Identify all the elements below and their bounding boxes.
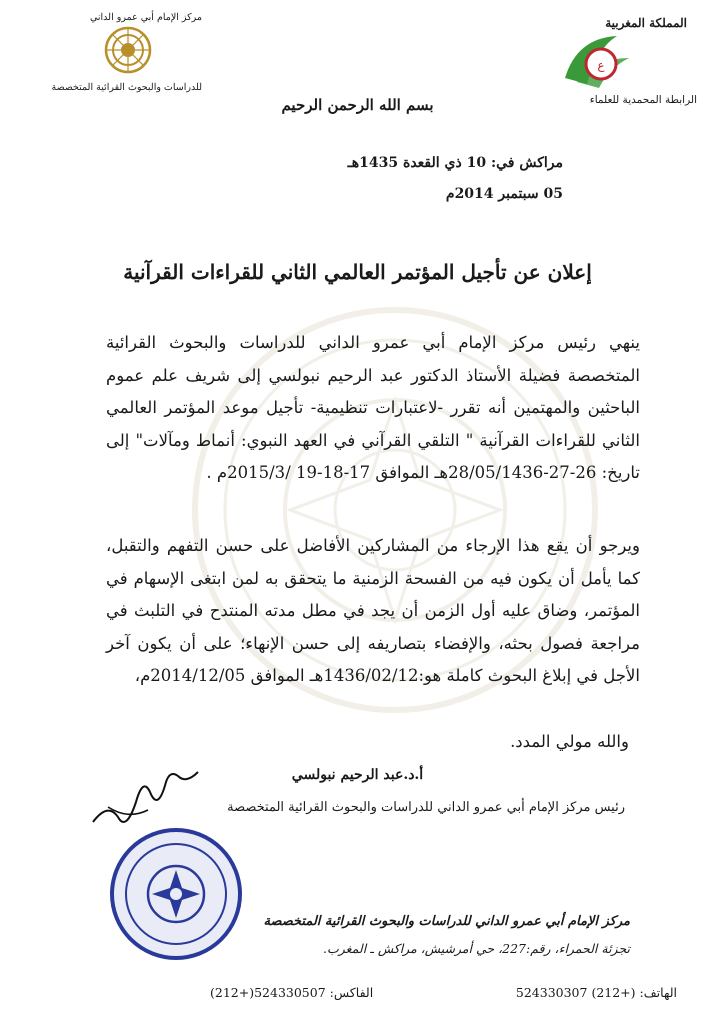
phone-label: الهاتف: <box>639 985 677 1000</box>
closing-line: والله مولي المدد. <box>510 732 629 751</box>
center-name-label: مركز الإمام أبي عمرو الداني <box>89 12 202 23</box>
signer-name: أ.د.عبد الرحيم نبولسي <box>291 767 424 783</box>
date-gregorian: 05 سبتمبر 2014م <box>445 186 563 202</box>
paragraph-1: ينهي رئيس مركز الإمام أبي عمرو الداني للدراسات والبحوث القرائية المتخصصة فضيلة الأستاذ الدكتور عبد الرحيم نبولسي إلى شريف علم عموم الباحثين والمهتمين أنه تقرر -لاعتبارات تنظيمية- تأجيل موعد المؤتمر العالمي الثاني للقراءات القرآنية " التلقي القرآني في العهد النبوي: أنماط ومآلات" إلى تاريخ: 26-27-28/05/1436هـ الموافق 17-18-19 /2015/3م . <box>106 333 640 482</box>
footer-phone <box>516 985 677 1000</box>
footer-fax <box>210 985 373 1000</box>
footer-center-name: مركز الإمام أبي عمرو الداني للدراسات والبحوث القرائية المتخصصة <box>263 914 630 929</box>
date-hijri: مراكش في: 10 ذي القعدة 1435هـ <box>347 155 563 171</box>
kingdom-label: المملكة المغربية <box>605 16 687 30</box>
league-emblem-icon <box>557 28 637 94</box>
svg-text:ع: ع <box>597 58 605 72</box>
basmala: بسم الله الرحمن الرحيم <box>281 96 434 114</box>
announcement-title: إعلان عن تأجيل المؤتمر العالمي الثاني للقراءات القرآنية <box>123 260 592 284</box>
footer-address: تجزئة الحمراء، رقم:227، حي أمرشيش، مراكش ـ المغرب. <box>323 941 630 956</box>
center-subtitle-label: للدراسات والبحوث القرائية المتخصصة <box>51 82 202 93</box>
official-stamp-icon <box>108 826 244 962</box>
fax-label: الفاكس: <box>329 985 374 1000</box>
center-emblem-icon <box>104 26 152 74</box>
paragraph-2: ويرجو أن يقع هذا الإرجاء من المشاركين الأفاضل على حسن التفهم والتقبل، كما يأمل أن يكون فيه من الفسحة الزمنية ما يتحقق به لمن ابتغى الإسهام في المؤتمر، وضاق عليه أول الزمن أن يجد في مطل مدته المنتدح في التلبث في مراجعة فصول بحثه، والإفضاء بتصاريفه إلى حسن الإنهاء؛ على أن يكون آخر الأجل في إبلاغ البحوث كاملة هو:1436/02/12هـ الموافق 2014/12/05م، <box>106 536 640 685</box>
fax-value: (212+)524330507 <box>210 985 326 1000</box>
phone-value: 524330307 (212+) <box>515 985 636 1000</box>
league-logo <box>507 14 697 104</box>
league-label: الرابطة المحمدية للعلماء <box>589 94 697 106</box>
center-logo <box>22 4 202 99</box>
signer-title: رئيس مركز الإمام أبي عمرو الداني للدراسات والبحوث القرائية المتخصصة <box>227 800 625 815</box>
